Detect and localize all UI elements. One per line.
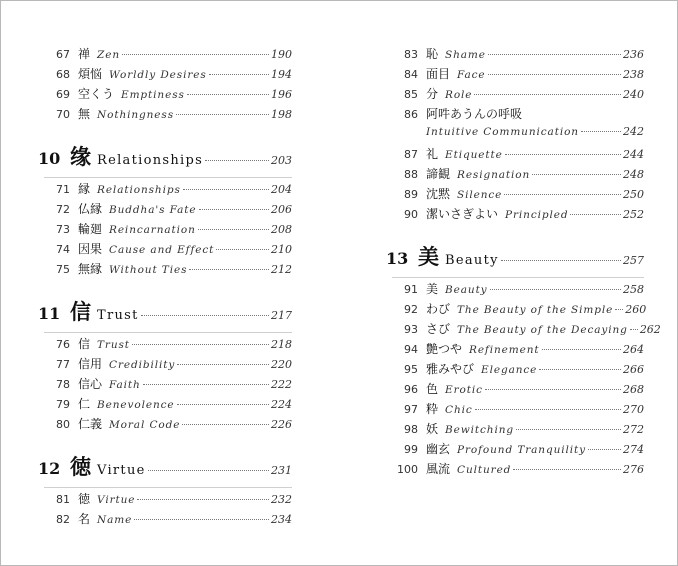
toc-entry[interactable] xyxy=(44,510,292,530)
entry-english: Zen xyxy=(97,49,120,61)
entry-number: 68 xyxy=(56,68,70,81)
entry-number: 92 xyxy=(404,303,418,316)
toc-entry[interactable] xyxy=(392,440,644,460)
entry-kanji: 美 xyxy=(426,282,439,296)
entry-kanji: 無 xyxy=(78,107,91,121)
toc-entry[interactable] xyxy=(392,185,644,205)
toc-entry[interactable] xyxy=(392,105,644,145)
entry-kanji: 禅 xyxy=(78,47,91,61)
toc-entry[interactable] xyxy=(392,300,647,320)
entry-number: 78 xyxy=(56,378,70,391)
entry-kanji: 信 xyxy=(78,337,91,351)
entry-kanji: 信用 xyxy=(78,357,103,371)
page-number: 231 xyxy=(271,464,292,477)
entry-kanji: 空くう xyxy=(78,87,115,101)
page-number: 264 xyxy=(623,343,644,356)
leader-dots xyxy=(504,194,621,195)
entry-number: 99 xyxy=(404,443,418,456)
entry-english: Refinement xyxy=(469,344,540,356)
entry-number: 67 xyxy=(56,48,70,61)
chapter-divider xyxy=(392,277,644,278)
page-number: 266 xyxy=(623,363,644,376)
page-number: 232 xyxy=(271,493,292,506)
chapter-kanji: 美 xyxy=(418,244,439,269)
toc-entry[interactable] xyxy=(392,420,644,440)
leader-dots xyxy=(137,499,269,500)
page-number: 250 xyxy=(623,188,644,201)
entry-kanji: わび xyxy=(426,302,451,316)
entry-kanji: 仁義 xyxy=(78,417,103,431)
page-number: 198 xyxy=(271,108,292,121)
leader-dots xyxy=(570,214,621,215)
leader-dots xyxy=(141,315,269,316)
entry-kanji: 諦観 xyxy=(426,167,451,181)
page-number: 242 xyxy=(623,125,644,138)
page-number: 194 xyxy=(271,68,292,81)
page-number: 210 xyxy=(271,243,292,256)
entry-kanji: 分 xyxy=(426,87,439,101)
leader-dots xyxy=(588,449,621,450)
toc-entry[interactable] xyxy=(392,340,644,360)
leader-dots xyxy=(501,260,621,261)
leader-dots xyxy=(615,309,623,310)
toc-entry[interactable] xyxy=(392,145,644,165)
page-number: 276 xyxy=(623,463,644,476)
entry-english: Resignation xyxy=(457,169,531,181)
entry-number: 100 xyxy=(397,463,418,476)
entry-english: Silence xyxy=(457,189,503,201)
page-number: 218 xyxy=(271,338,292,351)
entry-number: 94 xyxy=(404,343,418,356)
toc-entry[interactable] xyxy=(44,180,292,200)
entry-number: 72 xyxy=(56,203,70,216)
entry-kanji: さび xyxy=(426,322,451,336)
chapter-kanji: 信 xyxy=(70,299,91,324)
leader-dots xyxy=(485,389,621,390)
leader-dots xyxy=(474,94,621,95)
entry-number: 70 xyxy=(56,108,70,121)
entry-kanji: 風流 xyxy=(426,462,451,476)
leader-dots xyxy=(505,154,621,155)
entry-english: Without Ties xyxy=(109,264,188,276)
page-number: 236 xyxy=(623,48,644,61)
entry-number: 87 xyxy=(404,148,418,161)
toc-entry[interactable] xyxy=(44,200,292,220)
toc-entry[interactable] xyxy=(44,335,292,355)
entry-english: Faith xyxy=(109,379,141,391)
toc-entry[interactable] xyxy=(44,45,292,65)
page-number: 238 xyxy=(623,68,644,81)
entry-english: Emptiness xyxy=(121,89,185,101)
chapter-title: Beauty xyxy=(445,253,499,268)
entry-kanji: 縁 xyxy=(78,182,91,196)
entry-number: 91 xyxy=(404,283,418,296)
leader-dots xyxy=(532,174,621,175)
leader-dots xyxy=(132,344,269,345)
entry-number: 81 xyxy=(56,493,70,506)
entry-number: 79 xyxy=(56,398,70,411)
chapter-divider xyxy=(44,487,292,488)
page-number: 262 xyxy=(639,323,661,336)
entry-english: The Beauty of the Decaying xyxy=(457,324,628,336)
leader-dots xyxy=(198,229,269,230)
leader-dots xyxy=(581,131,621,132)
toc-entry[interactable] xyxy=(392,85,644,105)
toc-entry[interactable] xyxy=(44,220,292,240)
leader-dots xyxy=(488,74,621,75)
entry-number: 98 xyxy=(404,423,418,436)
toc-left-column xyxy=(38,45,292,530)
entry-kanji: 色 xyxy=(426,382,439,396)
leader-dots xyxy=(187,94,269,95)
entry-kanji: 信心 xyxy=(78,377,103,391)
entry-kanji: 面目 xyxy=(426,67,451,81)
entry-english: Cultured xyxy=(457,464,512,476)
entry-kanji: 無縁 xyxy=(78,262,103,276)
chapter-divider xyxy=(44,332,292,333)
toc-entry[interactable] xyxy=(44,65,292,85)
entry-english: Profound Tranquility xyxy=(457,444,586,456)
page-number: 208 xyxy=(271,223,292,236)
toc-entry[interactable] xyxy=(44,260,292,280)
leader-dots xyxy=(177,364,269,365)
leader-dots xyxy=(143,384,269,385)
leader-dots xyxy=(148,470,269,471)
entry-kanji: 煩悩 xyxy=(78,67,103,81)
entry-number: 84 xyxy=(404,68,418,81)
entry-number: 80 xyxy=(56,418,70,431)
page-number: 260 xyxy=(625,303,647,316)
chapter-heading[interactable] xyxy=(386,241,644,275)
entry-kanji: 潔いさぎよい xyxy=(426,207,499,221)
chapter-title: Relationships xyxy=(97,153,204,168)
page-number: 217 xyxy=(271,309,292,322)
toc-entry[interactable] xyxy=(44,355,292,375)
leader-dots xyxy=(205,160,269,161)
toc-entry[interactable] xyxy=(44,105,292,125)
entry-english: Cause and Effect xyxy=(109,244,215,256)
toc-entry[interactable] xyxy=(392,460,644,480)
entry-kanji: 徳 xyxy=(78,492,91,506)
page-number: 258 xyxy=(623,283,644,296)
leader-dots xyxy=(516,429,621,430)
entry-kanji: 艶つや xyxy=(426,342,463,356)
entry-english: Name xyxy=(97,514,133,526)
entry-kanji: 因果 xyxy=(78,242,103,256)
entry-english: The Beauty of the Simple xyxy=(457,304,614,316)
chapter-heading[interactable] xyxy=(38,451,292,485)
page-number: 274 xyxy=(623,443,644,456)
leader-dots xyxy=(539,369,621,370)
leader-dots xyxy=(542,349,621,350)
entry-english: Credibility xyxy=(109,359,176,371)
entry-kanji: 妖 xyxy=(426,422,439,436)
chapter-title: Virtue xyxy=(97,463,146,478)
leader-dots xyxy=(122,54,269,55)
leader-dots xyxy=(490,289,621,290)
entry-number: 75 xyxy=(56,263,70,276)
entry-english: Reincarnation xyxy=(109,224,196,236)
entry-number: 69 xyxy=(56,88,70,101)
entry-number: 77 xyxy=(56,358,70,371)
leader-dots xyxy=(182,424,269,425)
toc-entry[interactable] xyxy=(44,375,292,395)
page-number: 190 xyxy=(271,48,292,61)
entry-kanji: 雅みやび xyxy=(426,362,475,376)
page-number: 226 xyxy=(271,418,292,431)
entry-kanji: 名 xyxy=(78,512,91,526)
leader-dots xyxy=(183,189,269,190)
entry-english: Beauty xyxy=(445,284,488,296)
entry-english: Etiquette xyxy=(445,149,503,161)
entry-number: 76 xyxy=(56,338,70,351)
page-number: 224 xyxy=(271,398,292,411)
page-number: 203 xyxy=(271,154,292,167)
entry-english: Trust xyxy=(97,339,130,351)
entry-number: 93 xyxy=(404,323,418,336)
chapter-kanji: 缘 xyxy=(70,144,91,169)
page-number: 204 xyxy=(271,183,292,196)
leader-dots xyxy=(177,404,269,405)
page-number: 252 xyxy=(623,208,644,221)
entry-number: 96 xyxy=(404,383,418,396)
toc-entry[interactable] xyxy=(44,240,292,260)
page-number: 240 xyxy=(623,88,644,101)
page-number: 222 xyxy=(271,378,292,391)
entry-number: 73 xyxy=(56,223,70,236)
entry-number: 74 xyxy=(56,243,70,256)
entry-english: Relationships xyxy=(97,184,181,196)
toc-entry[interactable] xyxy=(392,400,644,420)
chapter-number: 13 xyxy=(386,249,409,268)
chapter-heading[interactable] xyxy=(38,296,292,330)
page-number: 257 xyxy=(623,254,644,267)
chapter-number: 11 xyxy=(38,304,61,323)
entry-kanji: 幽玄 xyxy=(426,442,451,456)
toc-right-column xyxy=(386,45,661,480)
entry-number: 88 xyxy=(404,168,418,181)
entry-english: Buddha's Fate xyxy=(109,204,197,216)
entry-kanji: 恥 xyxy=(426,47,439,61)
entry-english: Face xyxy=(457,69,486,81)
entry-english: Role xyxy=(445,89,473,101)
toc-entry[interactable] xyxy=(392,380,644,400)
entry-number: 95 xyxy=(404,363,418,376)
leader-dots xyxy=(216,249,269,250)
page-number: 272 xyxy=(623,423,644,436)
leader-dots xyxy=(209,74,269,75)
entry-number: 85 xyxy=(404,88,418,101)
leader-dots xyxy=(176,114,269,115)
chapter-number: 12 xyxy=(38,459,61,478)
entry-kanji: 阿吽あうんの呼吸 xyxy=(426,107,523,121)
leader-dots xyxy=(475,409,621,410)
leader-dots xyxy=(630,329,638,330)
leader-dots xyxy=(189,269,269,270)
page-number: 212 xyxy=(271,263,292,276)
entry-english: Virtue xyxy=(97,494,136,506)
entry-number: 89 xyxy=(404,188,418,201)
chapter-divider xyxy=(44,177,292,178)
chapter-number: 10 xyxy=(38,149,61,168)
entry-kanji: 仁 xyxy=(78,397,91,411)
page-number: 220 xyxy=(271,358,292,371)
toc-entry[interactable] xyxy=(392,360,644,380)
entry-kanji: 礼 xyxy=(426,147,439,161)
toc-entry[interactable] xyxy=(392,45,644,65)
entry-english: Principled xyxy=(505,209,569,221)
toc-entry[interactable] xyxy=(392,320,661,340)
entry-kanji: 粋 xyxy=(426,402,439,416)
toc-entry[interactable] xyxy=(44,85,292,105)
toc-entry[interactable] xyxy=(392,165,644,185)
entry-english: Nothingness xyxy=(97,109,175,121)
entry-number: 82 xyxy=(56,513,70,526)
page-number: 234 xyxy=(271,513,292,526)
page-number: 206 xyxy=(271,203,292,216)
entry-number: 97 xyxy=(404,403,418,416)
leader-dots xyxy=(488,54,621,55)
entry-english: Benevolence xyxy=(97,399,175,411)
leader-dots xyxy=(199,209,269,210)
leader-dots xyxy=(134,519,269,520)
page-number: 270 xyxy=(623,403,644,416)
chapter-kanji: 徳 xyxy=(70,454,91,479)
chapter-title: Trust xyxy=(97,308,139,323)
toc-entry[interactable] xyxy=(44,490,292,510)
entry-english: Elegance xyxy=(481,364,538,376)
entry-number: 90 xyxy=(404,208,418,221)
toc-entry[interactable] xyxy=(392,280,644,300)
entry-english: Intuitive Communication xyxy=(426,126,579,138)
toc-entry[interactable] xyxy=(392,65,644,85)
page-number: 244 xyxy=(623,148,644,161)
chapter-heading[interactable] xyxy=(38,141,292,175)
entry-number: 83 xyxy=(404,48,418,61)
entry-english: Chic xyxy=(445,404,473,416)
entry-number: 86 xyxy=(404,108,418,121)
entry-kanji: 輪廻 xyxy=(78,222,103,236)
toc-entry[interactable] xyxy=(44,415,292,435)
toc-entry[interactable] xyxy=(44,395,292,415)
entry-english: Shame xyxy=(445,49,486,61)
entry-english: Worldly Desires xyxy=(109,69,207,81)
page-number: 248 xyxy=(623,168,644,181)
page-number: 196 xyxy=(271,88,292,101)
entry-kanji: 沈黙 xyxy=(426,187,451,201)
entry-english: Bewitching xyxy=(445,424,514,436)
entry-english: Moral Code xyxy=(109,419,181,431)
entry-number: 71 xyxy=(56,183,70,196)
page-number: 268 xyxy=(623,383,644,396)
entry-kanji: 仏縁 xyxy=(78,202,103,216)
leader-dots xyxy=(513,469,621,470)
entry-english: Erotic xyxy=(445,384,483,396)
toc-entry[interactable] xyxy=(392,205,644,225)
